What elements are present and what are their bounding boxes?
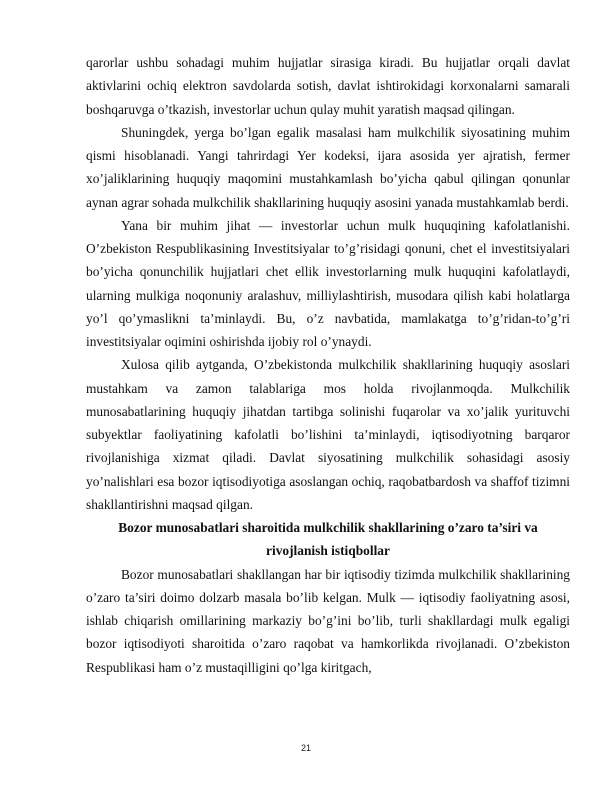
paragraph-investor-guarantees: Yana bir muhim jihat — investorlar uchun mulk huquqining kafolatlanishi. O’zbekiston Respublikasining Investitsiyalar to’g’risidagi qonuni, chet el investitsiyalari bo’yicha qonunchilik hujjatlari chet ellik investorlarning mulk huquqini kafolatlaydi, ularning mulkiga noqonuniy aralashuv, milliylashtirish, musodara qilish kabi holatlarga yo’l qo’ymaslikni ta’minlaydi. Bu, o’z navbatida, mamlakatga to’g’ridan-to’g’ri investitsiyalar oqimini oshirishda ijobiy rol o’ynaydi.	[86, 217, 570, 349]
body-text	[86, 51, 570, 679]
paragraph-land-ownership: Shuningdek, yerga bo’lgan egalik masalasi ham mulkchilik siyosatining muhim qismi hisoblanadi. Yangi tahrirdagi Yer kodeksi, ijara asosida yer ajratish, fermer xo’jaliklarining huquqiy maqomini mustahkamlash bo’yicha qabul qilingan qonunlar aynan agrar sohada mulkchilik shakllarining huquqiy asosini yanada mustahkamlab berdi.	[86, 124, 570, 210]
paragraph-conclusion: Xulosa qilib aytganda, O’zbekistonda mulkchilik shakllarining huquqiy asoslari mustahkam va zamon talablariga mos holda rivojlanmoqda. Mulkchilik munosabatlarining huquqiy jihatdan tartibga solinishi fuqarolar va xo’jalik yurituvchi subyektlar faoliyatining kafolatli bo’lishini ta’minlaydi, iqtisodiyotning barqaror rivojlanishiga xizmat qiladi. Davlat siyosatining mulkchilik sohasidagi asosiy yo’nalishlari esa bozor iqtisodiyotiga asoslangan ochiq, raqobatbardosh va shaffof tizimni shakllantirishni maqsad qilgan.	[86, 357, 570, 512]
section-heading: Bozor munosabatlari sharoitida mulkchilik shakllarining o’zaro ta’siri va rivojlanish istiqbollar	[118, 520, 538, 559]
paragraph-continued: qarorlar ushbu sohadagi muhim hujjatlar sirasiga kiradi. Bu hujjatlar orqali davlat aktivlarini ochiq elektron savdolarda sotish, davlat ishtirokidagi korxonalarni samarali boshqaruvga o’tkazish, investorlar uchun qulay muhit yaratish maqsad qilingan.	[86, 55, 570, 117]
paragraph-market-relations: Bozor munosabatlari shakllangan har bir iqtisodiy tizimda mulkchilik shakllarining o’zaro ta’siri doimo dolzarb masala bo’lib kelgan. Mulk — iqtisodiy faoliyatning asosi, ishlab chiqarish omillarining markaziy bo’g’ini bo’lib, turli shakllardagi mulk egaligi bozor iqtisodiyoti sharoitida o’zaro raqobat va hamkorlikda rivojlanadi. O’zbekiston Respublikasi ham o’z mustaqilligini qo’lga kiritgach,	[86, 566, 570, 675]
page-number: 21	[300, 743, 311, 753]
